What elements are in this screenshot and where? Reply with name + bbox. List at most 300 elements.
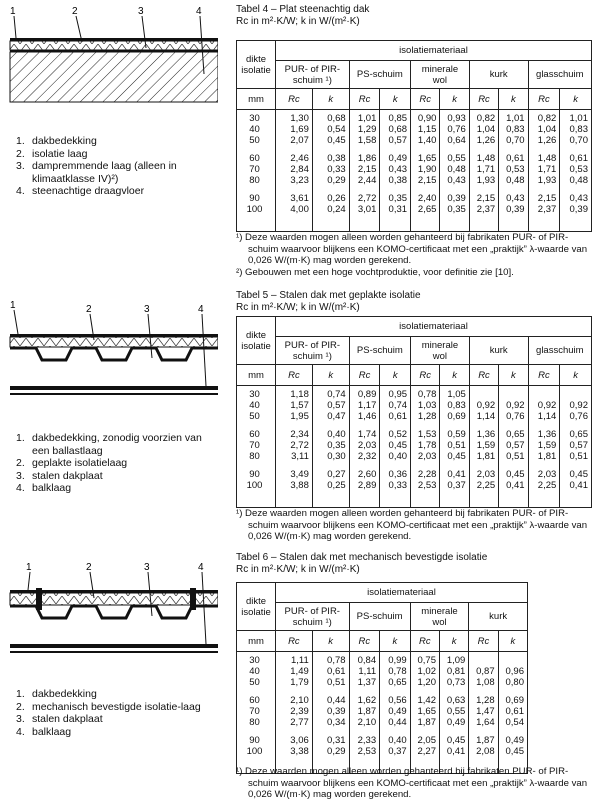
- table-cell: 1,62: [357, 695, 377, 706]
- table-cell: 1,20: [417, 677, 436, 688]
- value-column: [560, 386, 592, 508]
- unit-rc: Rc: [528, 89, 560, 110]
- table-cell: 1,95: [290, 411, 309, 422]
- table-cell: 0,57: [388, 135, 408, 146]
- table-cell: 100: [246, 480, 263, 491]
- material-header-kurk: kurk: [469, 337, 528, 365]
- table-cell: 0,39: [327, 706, 346, 717]
- table-cell: 1,64: [476, 717, 495, 728]
- table-cell: 2,72: [357, 193, 377, 204]
- unit-k: k: [312, 631, 349, 652]
- table-cell: 1,47: [476, 706, 495, 717]
- table-cell: 0,96: [505, 666, 524, 677]
- table-cell: 0,92: [506, 400, 525, 411]
- table-cell: 0,24: [327, 204, 346, 215]
- table-cell: 70: [249, 440, 260, 451]
- table-cell: 1,11: [358, 666, 377, 677]
- table-cell: 0,83: [447, 400, 466, 411]
- table-cell: 0,40: [388, 735, 407, 746]
- header-row: [237, 317, 592, 337]
- table-cell: [560, 389, 588, 400]
- table-cell: 1,26: [537, 135, 557, 146]
- table-cell: 1,30: [290, 113, 309, 124]
- value-column: [349, 652, 380, 774]
- material-row: [237, 603, 528, 631]
- table-cell: 0,31: [388, 204, 408, 215]
- table-cell: 1,93: [537, 175, 557, 186]
- table-cell: 0,44: [327, 695, 346, 706]
- table-cell: 2,39: [290, 706, 309, 717]
- table-cell: [499, 389, 524, 400]
- table-cell: 1,15: [417, 124, 437, 135]
- table-cell: 1,02: [417, 666, 436, 677]
- value-column: [499, 110, 528, 232]
- legend-item: 2. isolatie laag: [16, 147, 88, 160]
- table-cell: 1,04: [476, 124, 496, 135]
- unit-row: [237, 89, 592, 110]
- table-cell: 1,26: [476, 135, 496, 146]
- table-cell: 0,75: [417, 655, 436, 666]
- table-cell: 0,33: [388, 480, 408, 491]
- unit-rc: Rc: [411, 89, 440, 110]
- table-cell: 50: [249, 411, 260, 422]
- material-row: [237, 337, 592, 365]
- table-cell: 0,49: [388, 153, 408, 164]
- table-cell: 50: [249, 135, 260, 146]
- material-header-pur: PUR- of PIR- schuim ¹): [276, 337, 350, 365]
- material-header-pur: PUR- of PIR- schuim ¹): [276, 61, 350, 89]
- table-cell: 100: [246, 746, 263, 757]
- table-cell: 3,11: [291, 451, 309, 462]
- table-cell: 80: [249, 451, 260, 462]
- table-cell: 2,32: [357, 451, 377, 462]
- table-cell: 0,49: [505, 735, 524, 746]
- table-cell: 1,48: [537, 153, 557, 164]
- unit-mm: mm: [237, 365, 276, 386]
- table-cell: 0,93: [447, 113, 466, 124]
- table-cell: 3,38: [290, 746, 309, 757]
- steel-roof-glued-section-drawing: [8, 298, 218, 423]
- unit-k: k: [560, 89, 592, 110]
- table-cell: 0,35: [447, 204, 466, 215]
- unit-row: [237, 631, 528, 652]
- value-column: [312, 652, 349, 774]
- table-cell: 1,03: [417, 400, 437, 411]
- table-cell: 0,41: [447, 469, 466, 480]
- unit-k: k: [440, 631, 469, 652]
- table-cell: 0,51: [327, 677, 346, 688]
- unit-rc: Rc: [469, 365, 498, 386]
- table-cell: 2,25: [476, 480, 496, 491]
- table-cell: 0,43: [388, 164, 408, 175]
- table-cell: 2,10: [357, 717, 377, 728]
- table-cell: 0,48: [447, 164, 466, 175]
- table-cell: 2,84: [290, 164, 309, 175]
- table-cell: 3,06: [290, 735, 309, 746]
- table-cell: 1,11: [290, 655, 309, 666]
- table-cell: 0,45: [327, 135, 346, 146]
- table-cell: 0,55: [446, 706, 466, 717]
- table-cell: 1,71: [537, 164, 557, 175]
- table-cell: 1,36: [476, 429, 496, 440]
- table-cell: 0,53: [506, 164, 525, 175]
- unit-mm: mm: [237, 89, 276, 110]
- value-column: [528, 110, 560, 232]
- table-cell: 0,43: [569, 193, 588, 204]
- table-cell: 0,40: [388, 451, 408, 462]
- figure-legend: [16, 688, 214, 738]
- table-cell: 1,28: [417, 411, 437, 422]
- callout-2: 2: [86, 562, 92, 573]
- value-column: [380, 652, 411, 774]
- table-cell: 1,17: [357, 400, 377, 411]
- header-row: [237, 583, 528, 603]
- table-cell: 0,61: [506, 153, 525, 164]
- table-cell: 0,63: [446, 695, 466, 706]
- table-cell: 1,05: [447, 389, 466, 400]
- table-cell: 3,49: [290, 469, 309, 480]
- unit-mm: mm: [237, 631, 276, 652]
- table-cell: 0,76: [569, 411, 588, 422]
- insulation-material-header: isolatiemateriaal: [276, 583, 528, 603]
- table-cell: 0,29: [327, 746, 346, 757]
- table-cell: 100: [246, 204, 263, 215]
- table-cell: 2,27: [417, 746, 436, 757]
- table-cell: 0,33: [327, 164, 346, 175]
- table-cell: 1,65: [417, 706, 436, 717]
- table-4-footnotes: ¹) Deze waarden mogen alleen worden gehanteerd bij fabrikaten PUR- of PIR-schuim waarvoor blijkens een KOMO-certificaat met een „praktijk” λ-waarde van 0,026 W/(m·K) mag worden gerekend. ²) Gebouwen met een hoge vochtproduktie, voor definitie zie [10].: [236, 232, 588, 278]
- table-cell: 1,81: [476, 451, 496, 462]
- table-cell: 2,46: [290, 153, 309, 164]
- material-header-ps: PS-schuim: [349, 603, 410, 631]
- table-cell: 2,10: [290, 695, 309, 706]
- table-cell: 2,34: [290, 429, 309, 440]
- values-row: [237, 110, 592, 232]
- table-cell: 60: [249, 695, 260, 706]
- table-cell: 70: [249, 164, 260, 175]
- value-column: [410, 652, 439, 774]
- legend-item: 4. steenachtige draagvloer: [16, 185, 145, 197]
- legend-item: 2. geplakte isolatielaag: [16, 457, 128, 469]
- value-column: [440, 386, 469, 508]
- table-cell: 1,01: [569, 113, 588, 124]
- value-column: [349, 386, 380, 508]
- table-cell: 1,53: [417, 429, 437, 440]
- table-cell: 0,40: [327, 429, 346, 440]
- table-cell: 0,53: [569, 164, 588, 175]
- legend-item: 4. balklaag: [16, 482, 72, 494]
- table-cell: 0,27: [327, 469, 346, 480]
- table-cell: 0,55: [447, 153, 466, 164]
- table-cell: 2,60: [357, 469, 377, 480]
- table-cell: 1,87: [417, 717, 436, 728]
- table-cell: 0,61: [327, 666, 346, 677]
- table-cell: 2,05: [417, 735, 436, 746]
- table-cell: 0,41: [446, 746, 466, 757]
- callout-3: 3: [144, 562, 150, 573]
- table-cell: 80: [249, 175, 260, 186]
- table-cell: 0,45: [447, 451, 466, 462]
- table-cell: 0,45: [388, 440, 408, 451]
- value-column: [499, 386, 528, 508]
- table-cell: 1,18: [290, 389, 309, 400]
- table-cell: 0,38: [388, 175, 408, 186]
- table-cell: 2,15: [476, 193, 496, 204]
- table-cell: 2,33: [357, 735, 377, 746]
- table-cell: 0,35: [327, 440, 346, 451]
- table-cell: 2,25: [537, 480, 557, 491]
- thickness-header: dikte isolatie: [237, 41, 276, 89]
- material-header-min: minerale wol: [411, 337, 470, 365]
- table-cell: 1,14: [537, 411, 557, 422]
- value-column: [528, 386, 560, 508]
- table-cell: 0,65: [388, 677, 407, 688]
- table-cell: 0,48: [569, 175, 588, 186]
- table-cell: 1,78: [417, 440, 437, 451]
- table-cell: [499, 655, 524, 666]
- table-cell: 0,92: [569, 400, 588, 411]
- table-cell: 1,65: [417, 153, 437, 164]
- unit-k: k: [560, 365, 592, 386]
- table-cell: 1,46: [357, 411, 377, 422]
- value-column: [312, 386, 349, 508]
- table-cell: 2,08: [476, 746, 495, 757]
- unit-row: [237, 365, 592, 386]
- table-cell: 0,51: [506, 451, 525, 462]
- table-cell: 0,90: [417, 113, 437, 124]
- table-cell: 0,45: [506, 469, 525, 480]
- table-cell: 1,59: [537, 440, 557, 451]
- value-column: [411, 110, 440, 232]
- table-cell: 2,77: [290, 717, 309, 728]
- table-cell: 0,41: [506, 480, 525, 491]
- table-cell: 0,95: [388, 389, 408, 400]
- table-cell: 1,04: [537, 124, 557, 135]
- table-cell: 0,80: [505, 677, 524, 688]
- table-cell: 30: [249, 655, 260, 666]
- table-cell: 0,76: [506, 411, 525, 422]
- table-cell: 0,25: [327, 480, 346, 491]
- unit-rc: Rc: [276, 365, 313, 386]
- unit-k: k: [380, 365, 411, 386]
- table-cell: 0,51: [447, 440, 466, 451]
- value-column: [469, 386, 498, 508]
- table-cell: 1,74: [357, 429, 377, 440]
- callout-3: 3: [138, 6, 144, 17]
- table-cell: 2,03: [417, 451, 437, 462]
- table-cell: 0,70: [506, 135, 525, 146]
- table-cell: 0,34: [327, 717, 346, 728]
- callout-1: 1: [26, 562, 32, 573]
- legend-item: 3. stalen dakplaat: [16, 469, 103, 482]
- table-5-title: Tabel 5 – Stalen dak met geplakte isolatie Rc in m²·K/W; k in W/(m²·K): [236, 290, 421, 313]
- table-cell: 2,15: [417, 175, 437, 186]
- table-cell: 0,78: [388, 666, 407, 677]
- unit-rc: Rc: [349, 365, 380, 386]
- value-column: [469, 652, 498, 774]
- callout-4: 4: [198, 304, 204, 315]
- table-cell: 3,01: [357, 204, 377, 215]
- value-column: [380, 386, 411, 508]
- table-6-footnotes: ¹) Deze waarden mogen alleen worden gehanteerd bij fabrikaten PUR- of PIR-schuim waarvoor blijkens een KOMO-certificaat met een „praktijk” λ-waarde van 0,026 W/(m·K) mag worden gerekend.: [236, 766, 588, 800]
- table-cell: 0,54: [327, 124, 346, 135]
- unit-rc: Rc: [349, 89, 380, 110]
- table-cell: 0,57: [569, 440, 588, 451]
- table-cell: 2,15: [357, 164, 377, 175]
- table-cell: 0,69: [447, 411, 466, 422]
- thickness-values: [237, 110, 276, 232]
- table-cell: 1,86: [357, 153, 377, 164]
- material-header-kurk: kurk: [469, 61, 528, 89]
- unit-rc: Rc: [276, 631, 313, 652]
- table-cell: 0,26: [327, 193, 346, 204]
- table-cell: 0,49: [446, 717, 466, 728]
- header-row: [237, 41, 592, 61]
- table-cell: 0,68: [388, 124, 408, 135]
- material-row: [237, 61, 592, 89]
- table-cell: 70: [249, 706, 260, 717]
- unit-rc: Rc: [411, 365, 440, 386]
- value-column: [411, 386, 440, 508]
- table-cell: 1,87: [476, 735, 495, 746]
- table-cell: 0,45: [505, 746, 524, 757]
- table-cell: 1,93: [476, 175, 496, 186]
- material-header-glas: glasschuim: [528, 337, 591, 365]
- table-cell: 0,36: [388, 469, 408, 480]
- table-cell: 0,69: [505, 695, 524, 706]
- table-cell: 0,85: [388, 113, 408, 124]
- table-cell: 0,92: [537, 400, 557, 411]
- table-cell: 0,89: [357, 389, 377, 400]
- table-cell: 1,57: [290, 400, 309, 411]
- values-row: [237, 386, 592, 508]
- table-cell: 40: [249, 666, 260, 677]
- table-cell: 0,74: [327, 389, 346, 400]
- table-cell: 0,64: [447, 135, 466, 146]
- table-cell: 40: [249, 400, 260, 411]
- unit-k: k: [380, 631, 411, 652]
- value-column: [276, 110, 313, 232]
- table-cell: 0,35: [388, 193, 408, 204]
- table-cell: 50: [249, 677, 260, 688]
- table-cell: 1,29: [357, 124, 377, 135]
- table-cell: 90: [249, 735, 260, 746]
- table-cell: 0,57: [327, 400, 346, 411]
- callout-3: 3: [144, 304, 150, 315]
- table-cell: 0,61: [569, 153, 588, 164]
- table-cell: 1,40: [417, 135, 437, 146]
- table-4: [236, 40, 592, 232]
- table-cell: 0,61: [388, 411, 408, 422]
- table-cell: 30: [249, 113, 260, 124]
- table-cell: 1,58: [357, 135, 377, 146]
- table-cell: 0,65: [569, 429, 588, 440]
- unit-rc: Rc: [528, 365, 560, 386]
- figure-legend: [16, 432, 214, 495]
- table-cell: 2,28: [417, 469, 437, 480]
- table-6: [236, 582, 528, 774]
- unit-rc: Rc: [469, 631, 498, 652]
- table-cell: 0,44: [388, 717, 407, 728]
- table-cell: 1,01: [506, 113, 525, 124]
- material-header-kurk: kurk: [469, 603, 528, 631]
- table-cell: 0,73: [446, 677, 466, 688]
- table-cell: 1,71: [476, 164, 496, 175]
- value-column: [469, 110, 498, 232]
- table-cell: 1,36: [537, 429, 557, 440]
- table-cell: 0,39: [447, 193, 466, 204]
- unit-rc: Rc: [469, 89, 498, 110]
- table-cell: 2,37: [476, 204, 496, 215]
- table-cell: 0,78: [327, 655, 346, 666]
- thickness-header: dikte isolatie: [237, 583, 276, 631]
- legend-item: 1. dakbedekking: [16, 688, 97, 700]
- table-cell: 30: [249, 389, 260, 400]
- callout-2: 2: [72, 6, 78, 17]
- table-cell: 0,56: [388, 695, 407, 706]
- insulation-material-header: isolatiemateriaal: [276, 41, 592, 61]
- table-cell: 1,14: [476, 411, 496, 422]
- value-column: [349, 110, 380, 232]
- value-column: [380, 110, 411, 232]
- table-cell: 0,82: [476, 113, 496, 124]
- legend-item: 1. dakbedekking: [16, 135, 97, 147]
- thickness-header: dikte isolatie: [237, 317, 276, 365]
- table-cell: 90: [249, 469, 260, 480]
- table-cell: 2,53: [417, 480, 437, 491]
- unit-k: k: [380, 89, 411, 110]
- table-cell: 0,37: [447, 480, 466, 491]
- table-cell: 3,23: [290, 175, 309, 186]
- table-cell: 3,61: [290, 193, 309, 204]
- table-cell: 2,03: [537, 469, 557, 480]
- unit-k: k: [499, 365, 528, 386]
- table-cell: 4,00: [290, 204, 309, 215]
- table-cell: 1,59: [476, 440, 496, 451]
- table-cell: 0,54: [505, 717, 524, 728]
- table-cell: 1,49: [290, 666, 309, 677]
- unit-k: k: [498, 631, 527, 652]
- table-cell: 0,87: [476, 666, 495, 677]
- insulation-material-header: isolatiemateriaal: [276, 317, 592, 337]
- table-cell: 0,37: [388, 746, 407, 757]
- table-cell: [529, 389, 557, 400]
- table-cell: 1,48: [476, 153, 496, 164]
- table-cell: 0,82: [537, 113, 557, 124]
- table-cell: 0,84: [357, 655, 377, 666]
- table-cell: 3,88: [290, 480, 309, 491]
- table-cell: 2,65: [417, 204, 437, 215]
- table-5-footnotes: ¹) Deze waarden mogen alleen worden gehanteerd bij fabrikaten PUR- of PIR-schuim waarvoor blijkens een KOMO-certificaat met een „praktijk” λ-waarde van 0,026 W/(m·K) mag worden gerekend.: [236, 508, 588, 542]
- table-cell: 1,08: [476, 677, 495, 688]
- material-header-min: minerale wol: [411, 61, 470, 89]
- table-cell: 0,83: [569, 124, 588, 135]
- unit-k: k: [440, 365, 469, 386]
- value-column: [276, 652, 313, 774]
- value-column: [276, 386, 313, 508]
- table-cell: 2,44: [357, 175, 377, 186]
- table-cell: 0,31: [327, 735, 346, 746]
- callout-4: 4: [198, 562, 204, 573]
- material-header-glas: glasschuim: [528, 61, 591, 89]
- value-column: [440, 652, 469, 774]
- unit-rc: Rc: [276, 89, 313, 110]
- value-column: [498, 652, 527, 774]
- thickness-values: [237, 386, 276, 508]
- table-cell: 1,09: [446, 655, 466, 666]
- table-cell: 0,38: [327, 153, 346, 164]
- table-5: [236, 316, 592, 508]
